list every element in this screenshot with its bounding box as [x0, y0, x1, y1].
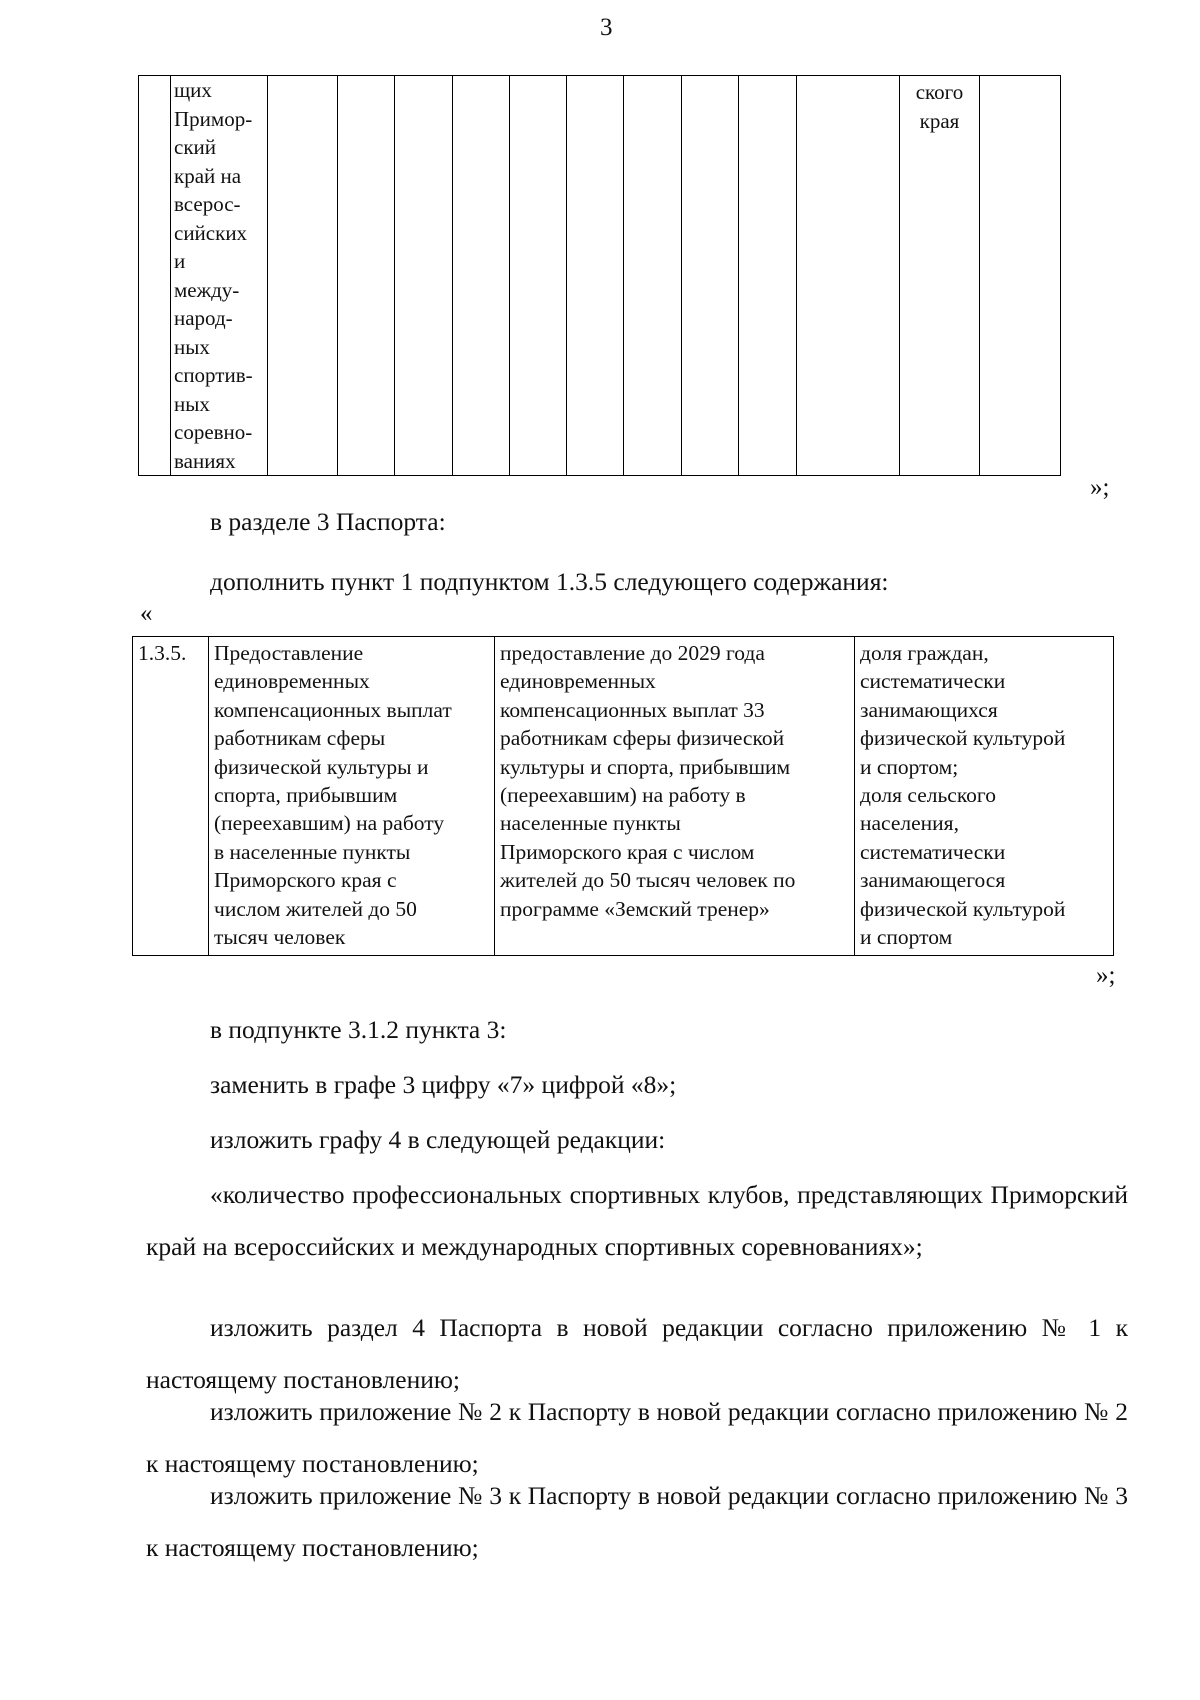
- table-cell: [980, 76, 1061, 476]
- cell-line: края: [919, 108, 960, 133]
- section3-heading: в разделе 3 Паспорта:: [210, 507, 446, 536]
- item-indicator-cell: [855, 637, 1114, 956]
- cell-line: единовременных: [214, 669, 370, 694]
- closing-quote: »;: [1096, 962, 1116, 989]
- table-cell: [510, 76, 567, 476]
- item-result-cell: [495, 637, 855, 956]
- cell-line: Примор-: [174, 106, 253, 131]
- cell-line: доля сельского: [860, 783, 996, 808]
- cell-line: в населенные пункты: [214, 839, 411, 864]
- cell-line: занимающегося: [860, 868, 1006, 893]
- table-cell: [453, 76, 510, 476]
- cell-line: Приморского края с: [214, 868, 397, 893]
- cell-line: ваниях: [174, 448, 236, 473]
- table-cell: [624, 76, 682, 476]
- table-row: [139, 76, 1061, 476]
- opening-quote: «: [140, 600, 153, 627]
- cell-line: работникам сферы физической: [500, 726, 785, 751]
- cell-line: и спортом: [860, 925, 953, 950]
- appendix2-text: изложить приложение № 2 к Паспорту в новой редакции согласно приложению № 2 к настоящему постановлению;: [146, 1397, 1129, 1478]
- cell-line: физической культурой: [860, 726, 1066, 751]
- cell-line: работникам сферы: [214, 726, 386, 751]
- table-cell: [682, 76, 739, 476]
- cell-line: жителей до 50 тысяч человек по: [500, 868, 796, 893]
- cell-line: Предоставление: [214, 641, 364, 665]
- cell-line: ский: [174, 135, 216, 159]
- cell-line: всерос-: [174, 192, 241, 216]
- cell-line: между-: [174, 277, 240, 302]
- page-number: 3: [600, 14, 613, 41]
- cell-line: спортив-: [174, 363, 253, 387]
- cell-line: физической культурой: [860, 896, 1066, 921]
- cell-line: числом жителей до 50: [214, 896, 417, 921]
- cell-line: единовременных: [500, 669, 656, 694]
- table-cell-region: [900, 76, 980, 476]
- cell-line: компенсационных выплат 33: [500, 697, 765, 722]
- cell-line: ных: [174, 334, 210, 359]
- cell-line: спорта, прибывшим: [214, 783, 398, 808]
- cell-line: соревно-: [174, 420, 253, 444]
- closing-quote: »;: [1090, 474, 1110, 501]
- appendix3-text: изложить приложение № 3 к Паспорту в новой редакции согласно приложению № 3 к настоящему постановлению;: [146, 1481, 1129, 1562]
- cell-line: предоставление до 2029 года: [500, 641, 765, 665]
- table-cell: [395, 76, 453, 476]
- cell-line: программе «Земский тренер»: [500, 896, 770, 921]
- cell-line: сийских: [174, 220, 248, 245]
- add-subitem-text: дополнить пункт 1 подпунктом 1.3.5 следующего содержания:: [210, 567, 889, 596]
- table-cell: [139, 76, 171, 476]
- cell-line: физической культуры и: [214, 754, 429, 779]
- cell-line: систематически: [860, 839, 1006, 864]
- table-cell: [797, 76, 900, 476]
- replace-digit-text: заменить в графе 3 цифру «7» цифрой «8»;: [210, 1070, 677, 1099]
- cell-line: доля граждан,: [860, 641, 989, 665]
- table-row: [133, 637, 1114, 956]
- table-cell: [567, 76, 624, 476]
- continuation-table: [138, 75, 1061, 476]
- item-number-cell: 1.3.5.: [133, 637, 209, 956]
- cell-line: тысяч человек: [214, 925, 346, 950]
- item-event-cell: [209, 637, 495, 956]
- cell-line: и спортом;: [860, 754, 959, 779]
- cell-line: народ-: [174, 306, 233, 330]
- cell-line: компенсационных выплат: [214, 697, 452, 722]
- item-135-table: [132, 636, 1114, 956]
- cell-line: ского: [915, 80, 964, 104]
- cell-line: ных: [174, 391, 210, 416]
- cell-line: (переехавшим) на работу: [214, 811, 445, 836]
- cell-line: систематически: [860, 669, 1006, 694]
- cell-line: (переехавшим) на работу в: [500, 783, 746, 808]
- cell-line: щих: [174, 78, 212, 102]
- column4-edit-text: изложить графу 4 в следующей редакции:: [210, 1125, 666, 1154]
- cell-line: культуры и спорта, прибывшим: [500, 754, 791, 779]
- table-cell: [739, 76, 797, 476]
- cell-line: край на: [174, 163, 242, 188]
- table-cell: [338, 76, 395, 476]
- cell-line: Приморского края с числом: [500, 839, 755, 864]
- cell-line: и: [174, 249, 186, 273]
- cell-line: занимающихся: [860, 697, 998, 722]
- section4-text: изложить раздел 4 Паспорта в новой редакции согласно приложению № 1 к настоящему постановлению;: [146, 1313, 1129, 1394]
- new-column-text: «количество профессиональных спортивных клубов, представляющих Приморский край на всероссийских и международных спортивных соревнованиях»;: [146, 1180, 1128, 1261]
- cell-line: населенные пункты: [500, 811, 681, 836]
- subitem-312-text: в подпункте 3.1.2 пункта 3:: [210, 1015, 507, 1044]
- table-cell: [268, 76, 338, 476]
- table-cell-indicator: [171, 76, 268, 476]
- cell-line: населения,: [860, 811, 959, 836]
